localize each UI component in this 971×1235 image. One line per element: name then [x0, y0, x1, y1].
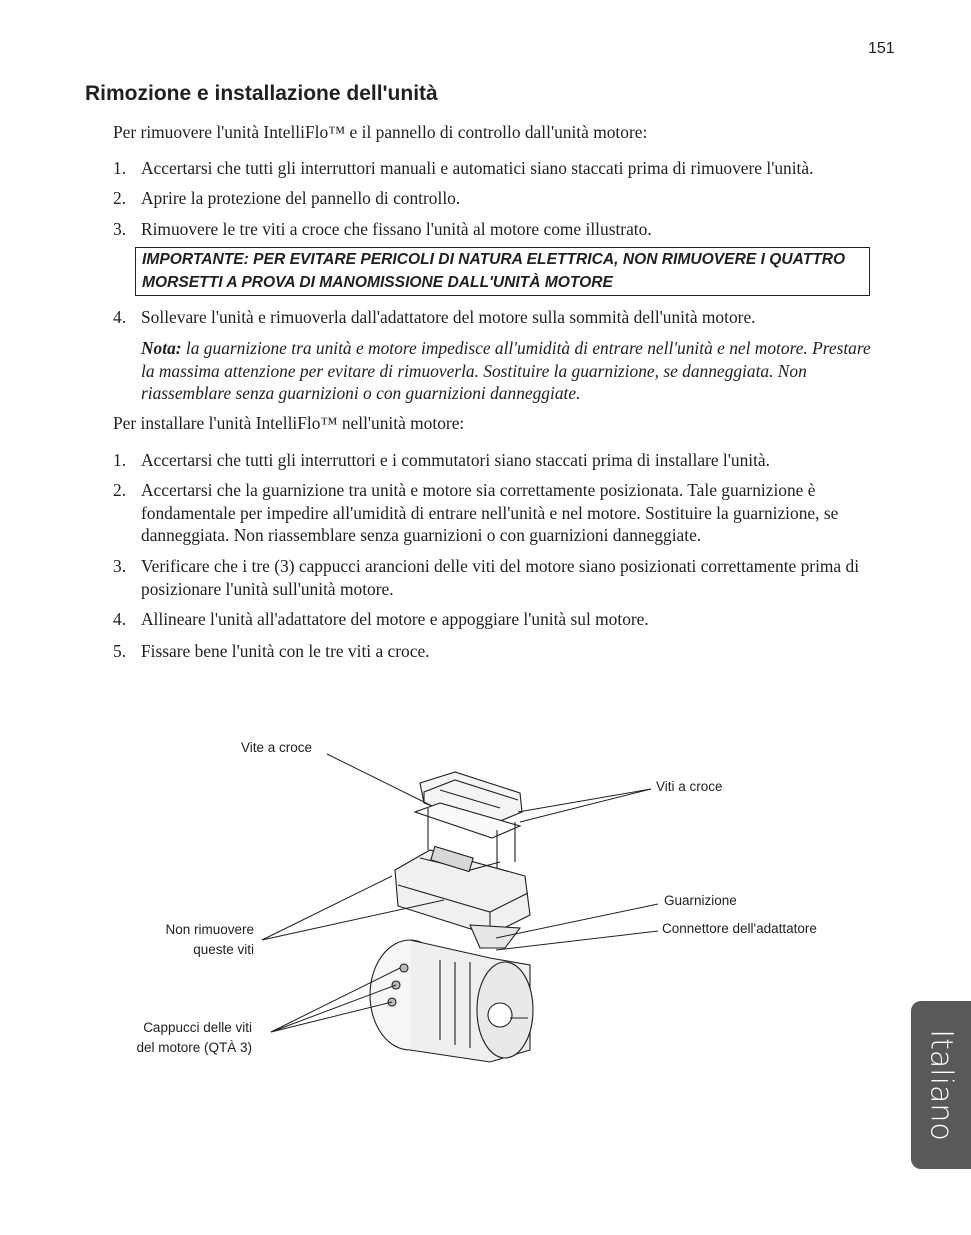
- step-number: 2.: [113, 480, 127, 500]
- removal-intro: Per rimuovere l'unità IntelliFlo™ e il pannello di controllo dall'unità motore:: [113, 122, 648, 142]
- install-step-5: [113, 640, 873, 663]
- step-number: 5.: [113, 641, 127, 661]
- label-line: Non rimuovere: [165, 922, 254, 937]
- diagram-drawing: [370, 772, 533, 1062]
- step-text: Accertarsi che tutti gli interruttori manuali e automatici siano staccati prima di rimuovere l'unità.: [141, 158, 814, 178]
- step-number: 1.: [113, 450, 127, 470]
- adapter-connector-shape: [470, 925, 520, 948]
- label-line: del motore (QTÀ 3): [136, 1040, 252, 1055]
- step-number: 4.: [113, 307, 127, 327]
- removal-step-4: [113, 306, 873, 329]
- warning-box: [135, 247, 870, 296]
- step-text: Accertarsi che la guarnizione tra unità e motore sia correttamente posizionata. Tale guarnizione è fondamentale per impedire all'umidità di entrare nell'unità e nel motore. Sostituire la guarnizione, se danneggiata. Non riassemblare senza guarnizioni o con guarnizioni danneggiate.: [141, 480, 839, 545]
- note-label: Nota:: [141, 338, 182, 358]
- label-line: Cappucci delle viti: [143, 1020, 252, 1035]
- install-step-2: [113, 479, 873, 547]
- label-non-rimuovere: [165, 920, 254, 960]
- removal-step-1: [113, 157, 873, 180]
- step-text: Accertarsi che tutti gli interruttori e i commutatori siano staccati prima di installare l'unità.: [141, 450, 770, 470]
- label-line: queste viti: [193, 942, 254, 957]
- install-intro: Per installare l'unità IntelliFlo™ nell'unità motore:: [113, 413, 465, 433]
- removal-step-2: [113, 187, 873, 210]
- motor-shaft-shape: [488, 1003, 512, 1027]
- language-tab-label: Italiano: [923, 1029, 959, 1141]
- language-tab: [911, 1001, 971, 1169]
- step-text: Fissare bene l'unità con le tre viti a croce.: [141, 641, 430, 661]
- step-text: Allineare l'unità all'adattatore del motore e appoggiare l'unità sul motore.: [141, 609, 649, 629]
- removal-step-3: [113, 218, 873, 241]
- step-number: 1.: [113, 158, 127, 178]
- label-guarnizione: Guarnizione: [664, 893, 737, 908]
- section-title: Rimozione e installazione dell'unità: [85, 82, 438, 105]
- step-number: 2.: [113, 188, 127, 208]
- label-viti-a-croce: Viti a croce: [656, 779, 723, 794]
- step-text: Aprire la protezione del pannello di controllo.: [141, 188, 461, 208]
- step-text: Rimuovere le tre viti a croce che fissano l'unità al motore come illustrato.: [141, 219, 652, 239]
- install-step-3: [113, 555, 873, 600]
- label-connettore: Connettore dell'adattatore: [662, 921, 817, 936]
- page-number: 151: [868, 40, 895, 57]
- install-step-1: [113, 449, 873, 472]
- step-number: 4.: [113, 609, 127, 629]
- step-text: Verificare che i tre (3) cappucci arancioni delle viti del motore siano posizionati correttamente prima di posizionare l'unità sull'unità motore.: [141, 556, 860, 599]
- step-number: 3.: [113, 219, 127, 239]
- motor-screw-cap-shape: [400, 964, 408, 972]
- step-text: Sollevare l'unità e rimuoverla dall'adattatore del motore sulla sommità dell'unità motore.: [141, 307, 756, 327]
- note: [141, 337, 871, 405]
- label-vite-a-croce: Vite a croce: [241, 740, 313, 755]
- note-text: la guarnizione tra unità e motore impedisce all'umidità di entrare nell'unità e nel motore. Prestare la massima attenzione per evitare di rimuoverla. Sostituire la guarnizione, se danneggiata. Non riassemblare senza guarnizioni o con guarnizioni danneggiate.: [141, 338, 871, 403]
- step-number: 3.: [113, 556, 127, 576]
- warning-text: IMPORTANTE: PER EVITARE PERICOLI DI NATURA ELETTRICA, NON RIMUOVERE I QUATTRO MORSETTI A PROVA DI MANOMISSIONE DALL'UNITÀ MOTORE: [142, 251, 846, 291]
- install-step-4: [113, 608, 873, 631]
- label-cappucci: [136, 1018, 252, 1058]
